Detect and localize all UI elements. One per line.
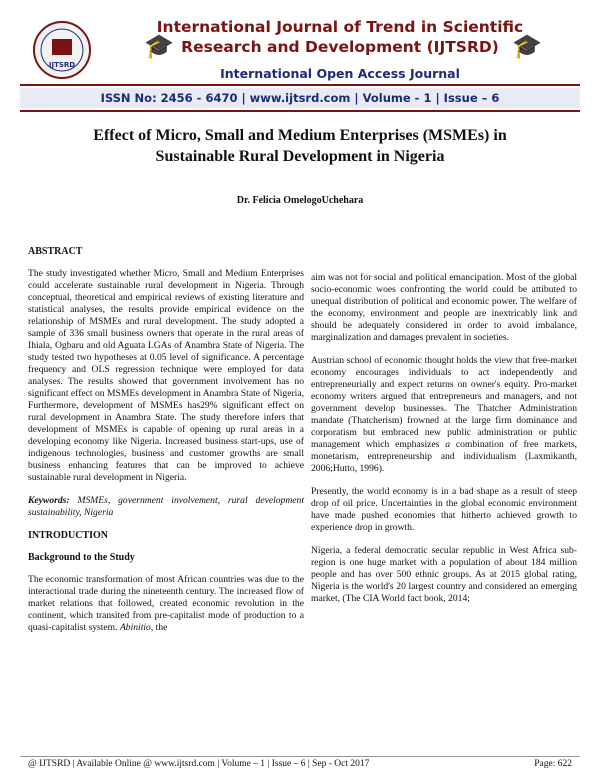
left-column <box>28 246 304 645</box>
keywords-text: MSMEs, government involvement, rural development sustainability, Nigeria <box>28 495 304 518</box>
journal-header <box>20 8 580 82</box>
logo-text: IJTSRD <box>48 61 76 69</box>
issn-bar: ISSN No: 2456 - 6470 | www.ijtsrd.com | Volume - 1 | Issue – 6 <box>20 88 580 108</box>
keywords-label: Keywords: <box>28 495 70 506</box>
page-number: Page: 622 <box>534 759 572 769</box>
graduation-cap-icon: 🎓 <box>144 32 174 60</box>
header-rule <box>20 110 580 112</box>
header-rule <box>20 84 580 86</box>
footer-rule <box>20 756 580 757</box>
graduation-cap-icon: 🎓 <box>512 32 542 60</box>
background-heading: Background to the Study <box>28 552 135 563</box>
abstract-text: The study investigated whether Micro, Small and Medium Enterprises could accelerate sustainable rural development in Nigeria. Through conceptual, theoretical and empirical reviews of existing literature and statistical analyses, the results provide empirical evidence on the relationship of MSMEs and rural development. The study adopted a sample of 336 small business owners that operate in the rural areas of Ihiala, Ogbaru and old Aguata LGAs of Anambra State of Nigeria. The study tested two hypotheses at 0.05 level of significance. A percentage frequency and OLS regression technique were employed for data analyses. The results showed that government involvement has no significant effect on MSMEs development in Anambra State of Nigeria, Furthermore, development of MSMEs has29% significant effect on rural development in Anambra State. The study therefore infers that development of MSMEs is capable of opening up rural areas in a developing economy like Nigeria. Increased business start-ups, use of indigenous technologies, business and customer growths are small business enhancing features that can be improved to achieve sustainable rural development in Nigeria. <box>28 268 304 483</box>
introduction-heading: INTRODUCTION <box>28 530 109 541</box>
paragraph: Nigeria, a federal democratic secular republic in West Africa sub-region is one huge market with a population of about 184 million people and has over 500 ethnic groups. As at 2015 global rating, Nigeria is the world's 20 largest country and considered an emerging market, (The CIA World fact book, 2014; <box>311 545 577 604</box>
paragraph-part: Austrian school of economic thought holds the view that free-market economy encourages individuals to act independently and entrepreneurially and expect returns on owner's equity. Pro-market economy writers argued that entrepreneurs and managers, and not government develop businesses. The Thatcher Administration mandate (Thatcherism) frowned at the large firm dominance and corporatism but embraced new public administration or public management which emphasizes <box>311 355 577 450</box>
right-column <box>311 272 577 616</box>
keywords <box>28 495 304 519</box>
paragraph-italic: a <box>445 439 450 450</box>
background-text <box>28 574 304 634</box>
journal-title-line2: Research and Development (IJTSRD) <box>181 38 499 56</box>
title-line1: Effect of Micro, Small and Medium Enterprises (MSMEs) in <box>93 127 507 144</box>
ijtsrd-logo-icon <box>32 20 92 80</box>
background-end: , the <box>150 622 168 633</box>
abinitio-italic: Abinitio <box>119 622 151 633</box>
paragraph <box>311 355 577 475</box>
background-body: The economic transformation of most African countries was due to the interactional trade during the nineteenth century. The increased flow of market relations that followed, created economic revolution in the continent, which transited from pre-capitalist mode of production to a quasi-capitalist system. <box>28 574 304 633</box>
abstract-heading: ABSTRACT <box>28 246 83 257</box>
paragraph-part: combination of free markets, monetarism, entrepreneurship and individualism (Laxmikanth, 2006;Hutto, 1996). <box>311 439 577 474</box>
title-line2: Sustainable Rural Development in Nigeria <box>155 148 445 165</box>
footer-citation: @ IJTSRD | Available Online @ www.ijtsrd.com | Volume – 1 | Issue – 6 | Sep - Oct 2017 <box>28 759 370 769</box>
journal-title-line1: International Journal of Trend in Scientific <box>156 18 524 36</box>
paragraph: aim was not for social and political emancipation. Most of the global socio-economic woes confronting the world could be attibuted to unequal distribution of political and economic power. The welfare of the economy, environment and people are inextricably link and should be adequately considered in order to avoid imbalance, marginalization and damages prevalent in societies. <box>311 272 577 343</box>
paragraph: Presently, the world economy is in a bad shape as a result of steep drop of oil price. Uncertainties in the global economic environment have made pushed economies that hitherto achieved growth to experience drop in growth. <box>311 486 577 533</box>
open-access-label: International Open Access Journal <box>220 66 460 81</box>
paper-title <box>40 125 560 167</box>
author: Dr. Felicia OmelogoUchehara <box>236 195 364 206</box>
page-footer <box>28 759 580 769</box>
